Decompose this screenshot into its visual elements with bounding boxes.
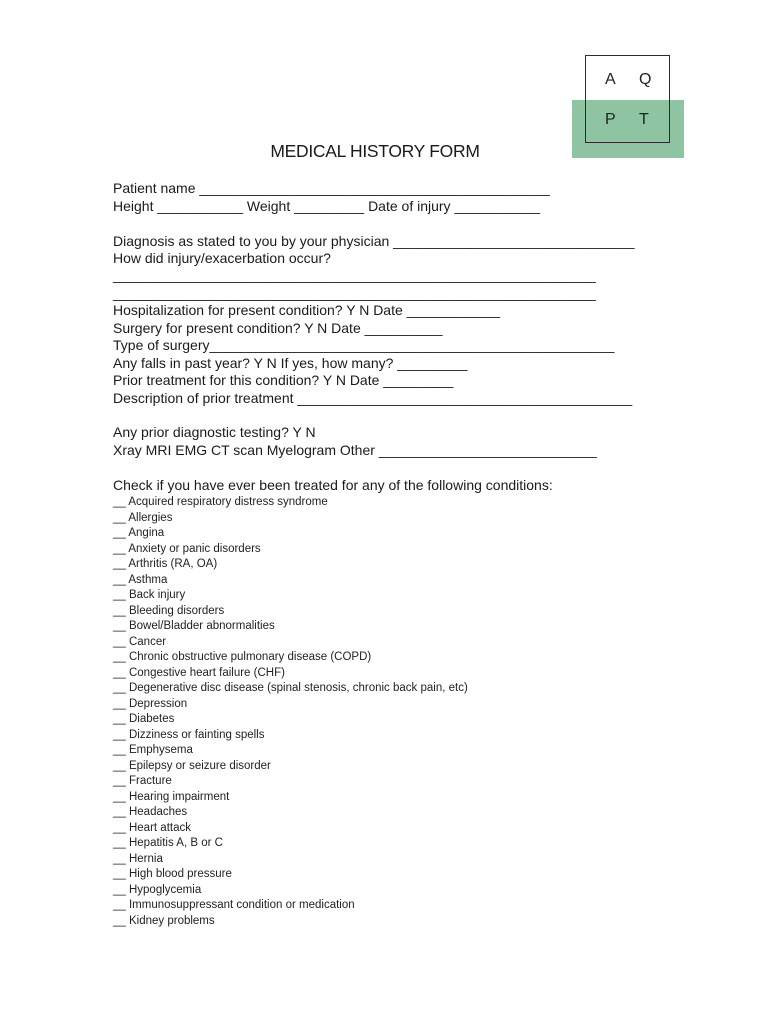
injury-occurrence-line-2[interactable]: ______________________________________________________________: [113, 285, 596, 301]
condition-item[interactable]: __ Arthritis (RA, OA): [113, 558, 218, 570]
logo-letter-p: P: [605, 111, 617, 128]
condition-item[interactable]: __ Congestive heart failure (CHF): [113, 666, 285, 679]
diagnostic-types-field[interactable]: Xray MRI EMG CT scan Myelogram Other ____________________________: [113, 442, 597, 458]
condition-item[interactable]: __ Cancer: [113, 635, 167, 648]
diagnostic-testing-field[interactable]: Any prior diagnostic testing? Y N: [113, 424, 316, 440]
condition-item[interactable]: __ Depression: [113, 697, 188, 710]
hospitalization-field[interactable]: Hospitalization for present condition? Y N Date ____________: [113, 302, 501, 318]
condition-item[interactable]: __ Anxiety or panic disorders: [113, 542, 261, 555]
condition-item[interactable]: __ Diabetes: [113, 713, 175, 725]
condition-item[interactable]: __ Heart attack: [113, 821, 191, 834]
condition-item[interactable]: __ Back injury: [113, 589, 186, 601]
condition-item[interactable]: __ Emphysema: [113, 744, 193, 756]
condition-item[interactable]: __ Bleeding disorders: [113, 604, 225, 617]
surgery-type-field[interactable]: Type of surgery____________________________________________________: [113, 337, 615, 353]
surgery-field[interactable]: Surgery for present condition? Y N Date __________: [113, 320, 443, 336]
condition-item[interactable]: __ Acquired respiratory distress syndrome: [113, 496, 328, 508]
logo-letter-a: A: [605, 71, 617, 88]
logo-letter-t: T: [639, 111, 650, 128]
condition-item[interactable]: __ Allergies: [113, 511, 173, 524]
condition-item[interactable]: __ Hearing impairment: [113, 790, 230, 803]
condition-item[interactable]: __ Hepatitis A, B or C: [113, 837, 223, 849]
diagnosis-field[interactable]: Diagnosis as stated to you by your physician _______________________________: [113, 233, 635, 249]
condition-item[interactable]: __ Hypoglycemia: [113, 883, 202, 896]
condition-item[interactable]: __ Chronic obstructive pulmonary disease (COPD): [113, 651, 372, 663]
condition-item[interactable]: __ Dizziness or fainting spells: [113, 728, 265, 741]
conditions-heading: Check if you have ever been treated for any of the following conditions:: [113, 477, 553, 493]
condition-item[interactable]: __ Degenerative disc disease (spinal stenosis, chronic back pain, etc): [113, 682, 468, 694]
patient-name-field[interactable]: Patient name _____________________________________________: [113, 180, 550, 196]
injury-occurrence-line-1[interactable]: ______________________________________________________________: [113, 267, 596, 283]
condition-item[interactable]: __ Kidney problems: [113, 914, 215, 927]
condition-item[interactable]: __ Epilepsy or seizure disorder: [113, 759, 271, 772]
height-weight-injury-field[interactable]: Height ___________ Weight _________ Date of injury ___________: [113, 198, 541, 214]
logo-letter-q: Q: [639, 71, 653, 88]
prior-treatment-field[interactable]: Prior treatment for this condition? Y N Date _________: [113, 372, 454, 388]
condition-item[interactable]: __ Fracture: [113, 775, 172, 787]
condition-item[interactable]: __ Immunosuppressant condition or medication: [113, 899, 355, 911]
condition-item[interactable]: __ Angina: [113, 527, 165, 539]
condition-item[interactable]: __ Bowel/Bladder abnormalities: [113, 620, 275, 632]
condition-item[interactable]: __ Hernia: [113, 852, 163, 865]
condition-item[interactable]: __ Asthma: [113, 573, 168, 586]
condition-item[interactable]: __ Headaches: [113, 806, 188, 818]
injury-occurrence-label: How did injury/exacerbation occur?: [113, 250, 331, 266]
logo-frame: [585, 55, 670, 143]
condition-item[interactable]: __ High blood pressure: [113, 868, 232, 880]
falls-field[interactable]: Any falls in past year? Y N If yes, how many? _________: [113, 355, 468, 371]
form-title: MEDICAL HISTORY FORM: [270, 141, 480, 161]
prior-treatment-description-field[interactable]: Description of prior treatment ___________________________________________: [113, 390, 633, 406]
